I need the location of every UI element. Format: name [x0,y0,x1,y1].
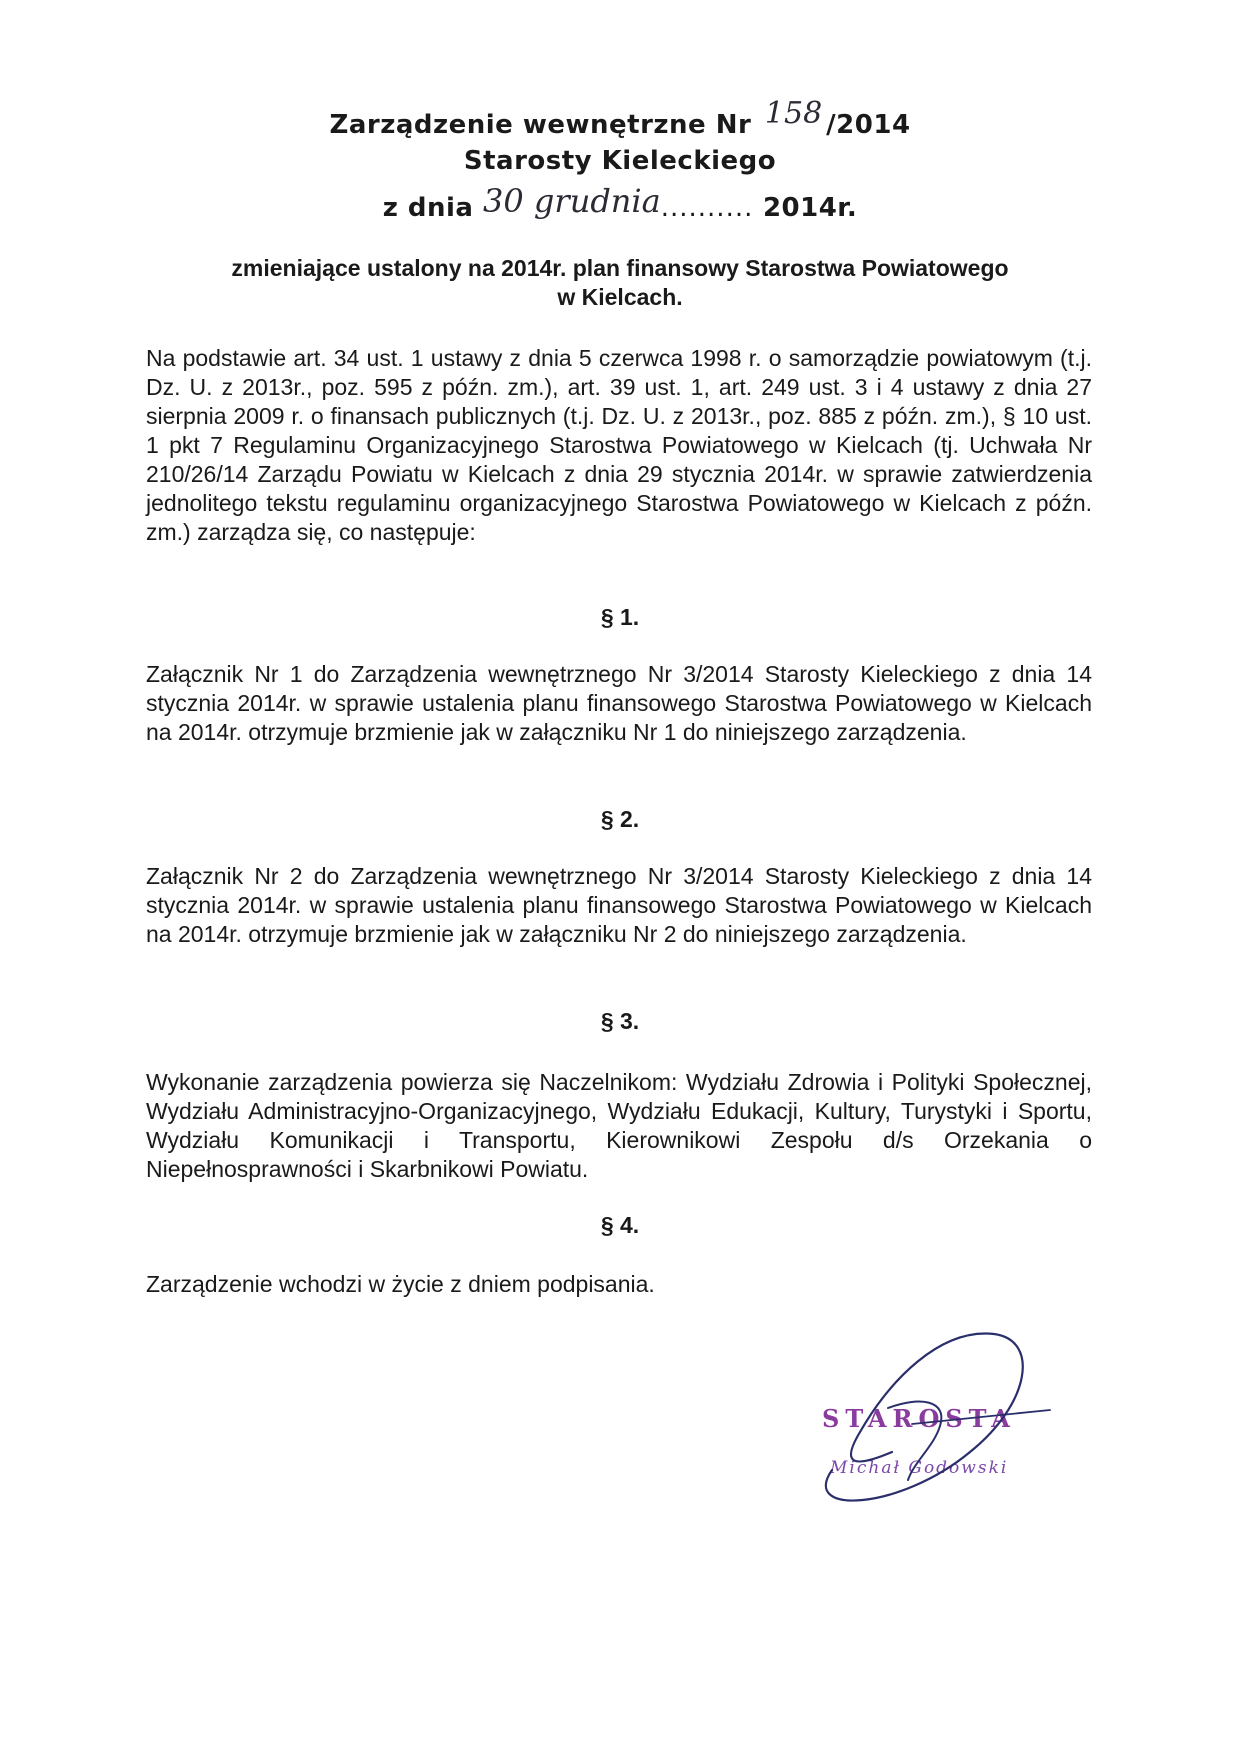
handwritten-date: 30 grudnia [483,182,661,220]
title-year-suffix: /2014 [826,110,911,140]
date-prefix: z dnia [382,193,474,223]
section-heading-4: § 4. [600,1212,640,1238]
stamp-title: STAROSTA [822,1404,1016,1433]
title-line-1 [0,96,1240,141]
section-text-3: Wykonanie zarządzenia powierza się Naczelnikom: Wydziału Zdrowia i Polityki Społecznej, Wydziału Administracyjno-Organizacyjnego, Wydziału Edukacji, Kultury, Turystyki i Sportu, Wydziału Komunikacji i Transportu, Kierownikowi Zespołu d/s Orzekania o Niepełnosprawności i Skarbnikowi Powiatu. [146,1069,1092,1182]
section-heading-1: § 1. [600,604,640,630]
issuer-title: Starosty Kieleckiego [463,146,777,176]
title-line-3 [0,182,1240,224]
section-text-4: Zarządzenie wchodzi w życie z dniem podpisania. [146,1271,655,1297]
date-year: 2014r. [762,193,858,223]
section-heading-2: § 2. [600,806,640,832]
preamble-paragraph: Na podstawie art. 34 ust. 1 ustawy z dnia 5 czerwca 1998 r. o samorządzie powiatowym (t.j. Dz. U. z 2013r., poz. 595 z późn. zm.), art. 39 ust. 1, art. 249 ust. 3 i 4 ustawy z dnia 27 sierpnia 2009 r. o finansach publicznych (t.j. Dz. U. z 2013r., poz. 885 z późn. zm.), § 10 ust. 1 pkt 7 Regulaminu Organizacyjnego Starostwa Powiatowego w Kielcach (tj. Uchwała Nr 210/26/14 Zarządu Powiatu w Kielcach z dnia 29 stycznia 2014r. w sprawie zatwierdzenia jednolitego tekstu regulaminu organizacyjnego Starostwa Powiatowego w Kielcach z późn. zm.) zarządza się, co następuje: [146,345,1092,545]
stamp-name: Michał Godowski [830,1458,1009,1478]
subject-line-1: zmieniające ustalony na 2014r. plan finansowy Starostwa Powiatowego [231,255,1009,281]
title-prefix: Zarządzenie wewnętrzne Nr [329,110,752,140]
section-heading-3: § 3. [600,1008,640,1034]
document-subject [0,254,1240,312]
date-dots: .......... [660,193,754,223]
handwritten-order-number: 158 [764,96,823,131]
section-text-2: Załącznik Nr 2 do Zarządzenia wewnętrznego Nr 3/2014 Starosty Kieleckiego z dnia 14 stycznia 2014r. w sprawie ustalenia planu finansowego Starostwa Powiatowego w Kielcach na 2014r. otrzymuje brzmienie jak w załączniku Nr 2 do niniejszego zarządzenia. [146,863,1092,947]
section-text-1: Załącznik Nr 1 do Zarządzenia wewnętrznego Nr 3/2014 Starosty Kieleckiego z dnia 14 stycznia 2014r. w sprawie ustalenia planu finansowego Starostwa Powiatowego w Kielcach na 2014r. otrzymuje brzmienie jak w załączniku Nr 1 do niniejszego zarządzenia. [146,661,1092,745]
signature-block [780,1320,1080,1520]
title-line-2 [0,146,1240,176]
subject-line-2: w Kielcach. [557,284,683,310]
handwritten-signature [780,1320,1080,1520]
